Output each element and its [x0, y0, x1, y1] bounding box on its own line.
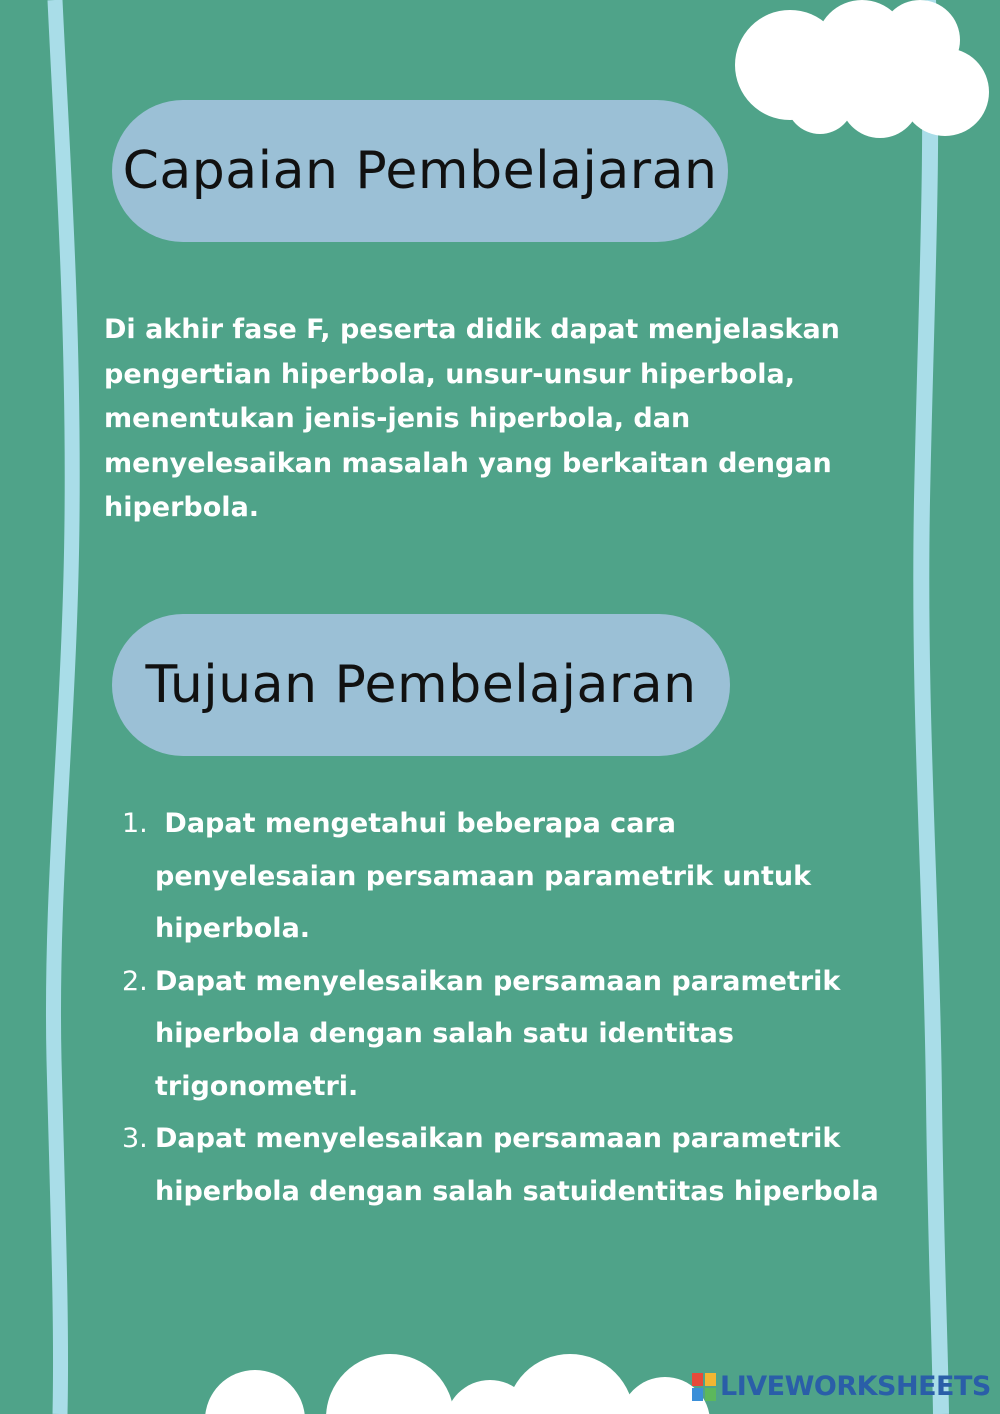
list-item [122, 956, 882, 1114]
capaian-description: Di akhir fase F, peserta didik dapat menjelaskan pengertian hiperbola, unsur-unsur hiperbola, menentukan jenis-jenis hiperbola, dan menyelesaikan masalah yang berkaitan dengan hiperbola. [104, 314, 840, 523]
liveworksheets-brand[interactable] [692, 1371, 991, 1403]
list-item [122, 798, 882, 956]
list-item-text: Dapat menyelesaikan persamaan parametrik hiperbola dengan salah satu identitas trigonometri. [155, 965, 841, 1102]
tujuan-heading: Tujuan Pembelajaran [145, 655, 697, 715]
liveworksheets-brand-text: LIVEWORKSHEETS [720, 1371, 991, 1402]
liveworksheets-logo-icon [692, 1373, 716, 1401]
right-border-stripe [921, 0, 941, 1414]
list-item-text: Dapat menyelesaikan persamaan parametrik hiperbola dengan salah satuidentitas hiperbola [155, 1123, 879, 1207]
capaian-heading-pill [112, 100, 728, 242]
tujuan-heading-pill [112, 614, 730, 756]
capaian-heading: Capaian Pembelajaran [122, 141, 718, 201]
top-right-cloud [735, 0, 989, 138]
list-item-text: Dapat mengetahui beberapa cara penyelesaian persamaan parametrik untuk hiperbola. [155, 808, 821, 944]
list-item-number: 1. [122, 808, 148, 839]
list-item [122, 1113, 882, 1218]
bottom-cloud [205, 1354, 710, 1414]
list-item-number: 2. [122, 965, 148, 997]
left-border-stripe [53, 0, 72, 1414]
tujuan-list [122, 798, 882, 1218]
list-item-number: 3. [122, 1123, 148, 1154]
